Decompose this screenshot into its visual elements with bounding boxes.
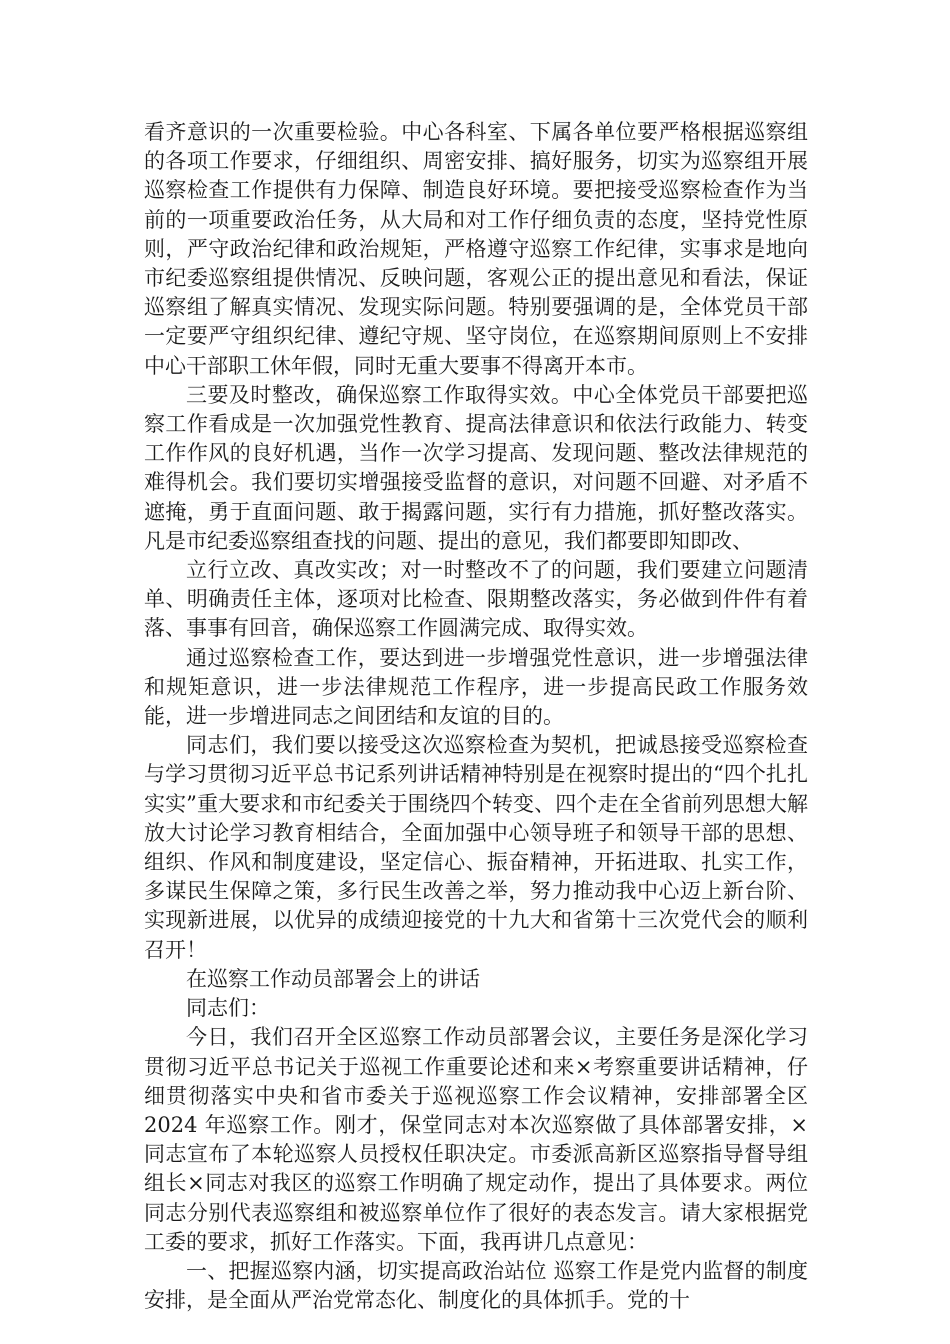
paragraph-continuation: 看齐意识的一次重要检验。中心各科室、下属各单位要严格根据巡察组的各项工作要求，仔细组织、周密安排、搞好服务，切实为巡察组开展巡察检查工作提供有力保障、制造良好环境。要把接受巡察检查作为当前的一项重要政治任务，从大局和对工作仔细负责的态度，坚持党性原则，严守政治纪律和政治规矩，严格遵守巡察工作纪律，实事求是地向市纪委巡察组提供情况、反映问题，客观公正的提出意见和看法，保证巡察组了解真实情况、发现实际问题。特别要强调的是，全体党员干部一定要严守组织纪律、遵纪守规、坚守岗位，在巡察期间原则上不安排中心干部职工休年假，同时无重大要事不得离开本市。 (144, 120, 808, 378)
document-page (144, 118, 808, 1315)
salutation: 同志们： (186, 996, 270, 1021)
paragraph-closing: 同志们，我们要以接受这次巡察检查为契机，把诚恳接受巡察检查与学习贯彻习近平总书记系列讲话精神特别是在视察时提出的“四个扎扎实实”重大要求和市纪委关于围绕四个转变、四个走在全省前列思想大解放大讨论学习教育相结合，全面加强中心领导班子和领导干部的思想、组织、作风和制度建设，坚定信心、振奋精神，开拓进取、扎实工作，多谋民生保障之策，多行民生改善之举，努力推动我中心迈上新台阶、实现新进展，以优异的成绩迎接党的十九大和省第十三次党代会的顺利召开！ (144, 733, 808, 962)
paragraph-goals: 通过巡察检查工作，要达到进一步增强党性意识，进一步增强法律和规矩意识，进一步法律规范工作程序，进一步提高民政工作服务效能，进一步增进同志之间团结和友谊的目的。 (144, 645, 808, 729)
paragraph-section-one: 一、把握巡察内涵，切实提高政治站位 巡察工作是党内监督的制度安排，是全面从严治党常态化、制度化的具体抓手。党的十 (144, 1258, 808, 1313)
paragraph-opening: 今日，我们召开全区巡察工作动员部署会议，主要任务是深化学习贯彻习近平总书记关于巡视工作重要论述和来×考察重要讲话精神，仔细贯彻落实中央和省市委关于巡视巡察工作会议精神，安排部署全区 2024 年巡察工作。刚才，保堂同志对本次巡察做了具体部署安排，×同志宣布了本轮巡察人员授权任职决定。市委派高新区巡察指导督导组组长×同志对我区的巡察工作明确了规定动作，提出了具体要求。两位同志分别代表巡察组和被巡察单位作了很好的表态发言。请大家根据党工委的要求，抓好工作落实。下面，我再讲几点意见： (144, 1025, 808, 1254)
paragraph-rectification: 三要及时整改，确保巡察工作取得实效。中心全体党员干部要把巡察工作看成是一次加强党性教育、提高法律意识和依法行政能力、转变工作作风的良好机遇，当作一次学习提高、发现问题、整改法律规范的难得机会。我们要切实增强接受监督的意识，对问题不回避、对矛盾不遮掩，勇于直面问题、敢于揭露问题，实行有力措施，抓好整改落实。凡是市纪委巡察组查找的问题、提出的意见，我们都要即知即改、 (144, 382, 808, 553)
speech-title: 在巡察工作动员部署会上的讲话 (186, 966, 480, 991)
paragraph-rectification-continued: 立行立改、真改实改；对一时整改不了的问题，我们要建立问题清单、明确责任主体，逐项对比检查、限期整改落实，务必做到件件有着落、事事有回音，确保巡察工作圆满完成、取得实效。 (144, 558, 808, 641)
